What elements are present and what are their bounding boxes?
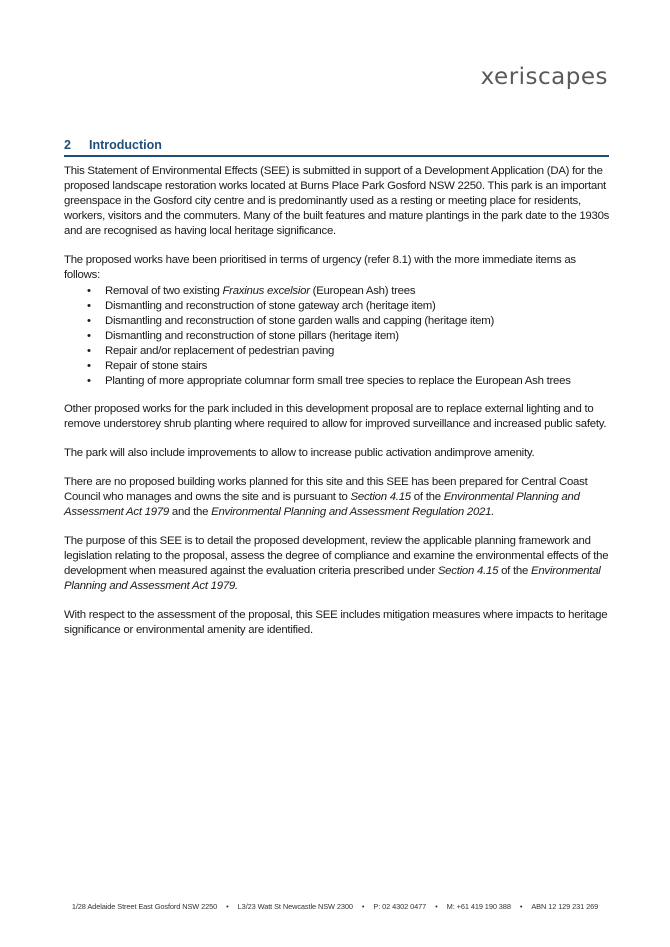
section-title: Introduction <box>89 138 162 152</box>
footer-separator: • <box>435 902 438 911</box>
bullet-icon: • <box>87 300 91 312</box>
footer-mobile: M: +61 419 190 388 <box>446 902 511 911</box>
list-item: • Dismantling and reconstruction of stone garden walls and capping (heritage item) <box>87 315 495 327</box>
list-item: • Repair and/or replacement of pedestrian paving <box>87 345 335 357</box>
paragraph-intro: This Statement of Environmental Effects (SEE) is submitted in support of a Development Application (DA) for the proposed landscape restoration works located at Burns Place Park Gosford NSW 2250. This park is an important greenspace in the Gosford city centre and is predominantly used as a resting or meeting place for residents, workers, visitors and the commuters. Many of the built features and mature plantings in the park date to the 1930s and are recognised as having local heritage significance. <box>64 165 610 237</box>
paragraph-works-intro: The proposed works have been prioritised in terms of urgency (refer 8.1) with the more immediate items as follows: <box>64 254 576 281</box>
bullet-icon: • <box>87 315 91 327</box>
bullet-icon: • <box>87 345 91 357</box>
list-item: • Dismantling and reconstruction of stone gateway arch (heritage item) <box>87 300 436 312</box>
footer-address-gosford: 1/28 Adelaide Street East Gosford NSW 2250 <box>71 902 218 911</box>
company-logo: xeriscapes <box>480 64 608 90</box>
bullet-icon: • <box>87 360 91 372</box>
list-item: • Repair of stone stairs <box>87 360 208 372</box>
list-item: • Planting of more appropriate columnar form small tree species to replace the European Ash trees <box>87 375 571 387</box>
paragraph-activation: The park will also include improvements to allow to increase public activation andimprove amenity. <box>64 447 535 459</box>
document-body <box>64 164 612 652</box>
paragraph-other-works: Other proposed works for the park included in this development proposal are to replace external lighting and to remove understorey shrub planting where required to allow for improved surveillance and increased public safety. <box>64 403 607 430</box>
bullet-icon: • <box>87 285 91 297</box>
section-heading <box>64 138 609 157</box>
footer-address-newcastle: L3/23 Watt St Newcastle NSW 2300 <box>237 902 353 911</box>
bullet-icon: • <box>87 375 91 387</box>
section-number: 2 <box>64 138 71 152</box>
list-item: • Removal of two existing Fraxinus excelsior (European Ash) trees <box>87 285 416 297</box>
page-footer <box>0 902 670 911</box>
list-item: • Dismantling and reconstruction of stone pillars (heritage item) <box>87 330 399 342</box>
footer-separator: • <box>361 902 365 911</box>
paragraph-mitigation: With respect to the assessment of the proposal, this SEE includes mitigation measures where impacts to heritage significance or environmental amenity are identified. <box>64 609 608 636</box>
footer-separator: • <box>226 902 229 911</box>
works-list <box>64 284 612 389</box>
footer-separator: • <box>519 902 523 911</box>
bullet-icon: • <box>87 330 91 342</box>
paragraph-purpose: The purpose of this SEE is to detail the proposed development, review the applicable planning framework and legislation relating to the proposal, assess the degree of compliance and examine the environmental effects of the development when measured against the evaluation criteria prescribed under Section 4.15 of the Environmental Planning and Assessment Act 1979. <box>64 535 609 592</box>
paragraph-legislation: There are no proposed building works planned for this site and this SEE has been prepared for Central Coast Council who manages and owns the site and is pursuant to Section 4.15 of the Environmental Planning and Assessment Act 1979 and the Environmental Planning and Assessment Regulation 2021. <box>64 476 588 518</box>
footer-abn: ABN 12 129 231 269 <box>531 902 599 911</box>
footer-phone: P: 02 4302 0477 <box>373 902 427 911</box>
